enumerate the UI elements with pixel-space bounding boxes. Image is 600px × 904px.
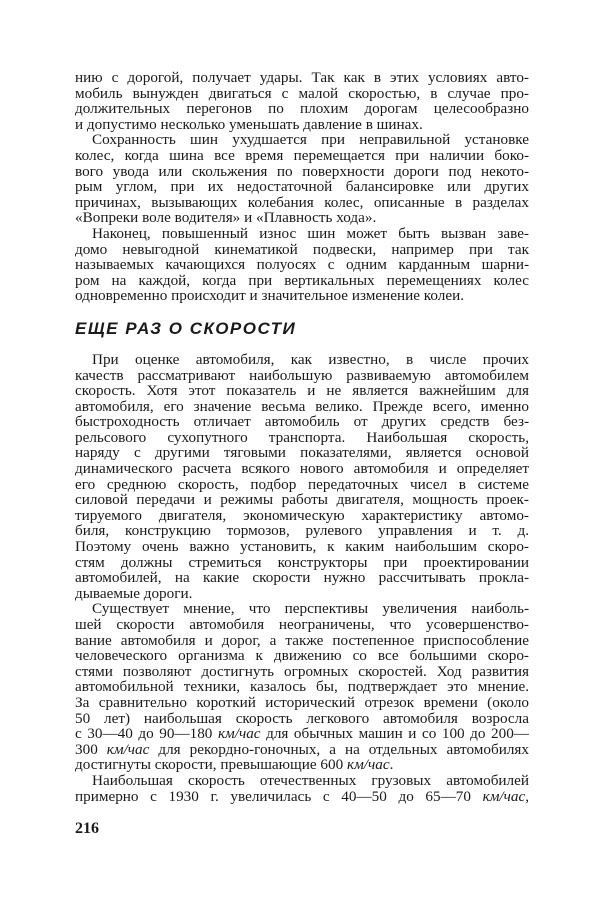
text-line (75, 117, 529, 133)
text-line (75, 86, 529, 102)
text-segment: качеств рассматривают наибольшую развиваемую автомобилем (75, 366, 529, 384)
text-segment: домо невыгодной кинематикой подвески, например при так (75, 240, 529, 258)
text-line (75, 430, 529, 446)
text-line (75, 695, 529, 711)
text-segment: 300 (75, 740, 107, 758)
text-line (75, 555, 529, 571)
unit-text: км/час (482, 787, 526, 805)
text-line (75, 288, 529, 304)
text-segment: мобиль вынужден двигаться с малой скоростью, в случае про- (75, 84, 529, 102)
paragraph (75, 352, 529, 602)
paragraph (75, 773, 529, 804)
text-line (75, 679, 529, 695)
text-segment: динамического расчета всякого нового автомобиля и определяет (75, 460, 529, 478)
paragraph (75, 226, 529, 304)
text-segment: рельсового сухопутного транспорта. Наибольшая скорость, (75, 428, 529, 446)
text-segment: дываемые дороги. (75, 584, 193, 602)
text-line (75, 492, 529, 508)
text-line (75, 648, 529, 664)
text-line (75, 101, 529, 117)
text-segment: . (389, 756, 394, 774)
page-body (75, 70, 529, 804)
text-segment: рым углом, при их недостаточной балансировке или других (75, 178, 529, 196)
text-segment: Существует мнение, что перспективы увеличения наиболь- (92, 600, 529, 618)
text-line (75, 711, 529, 727)
text-segment: вого увода или скольжения по поверхности дороги под некото- (75, 162, 529, 180)
text-line (75, 664, 529, 680)
text-segment: называемых качающихся полуосях с одним карданным шарни- (75, 256, 529, 274)
text-line (75, 508, 529, 524)
text-segment: биля, конструкцию тормозов, рулевого управления и т. д. (75, 522, 529, 540)
section-heading: ЕЩЕ РАЗ О СКОРОСТИ (75, 318, 297, 338)
text-line (75, 601, 529, 617)
text-line (75, 399, 529, 415)
text-segment: для рекордно-гоночных, а на отдельных автомобилях (149, 740, 530, 758)
paragraph (75, 601, 529, 773)
text-segment: За сравнительно короткий исторический отрезок времени (около (75, 693, 529, 711)
text-line (75, 633, 529, 649)
text-line (75, 742, 529, 758)
text-line (75, 70, 529, 86)
text-segment: с 30—40 до 90—180 (75, 725, 218, 743)
text-segment: стями позволяют достигнуть огромных скоростей. Ход развития (75, 662, 529, 680)
text-segment: причинах, вызывающих колебания колес, описанные в разделах (75, 193, 529, 211)
text-line (75, 445, 529, 461)
text-segment: автомобиля, его значение весьма велико. Прежде всего, именно (75, 397, 529, 415)
text-segment: силовой передачи и режимы работы двигателя, мощность проек- (75, 491, 529, 509)
text-line (75, 726, 529, 742)
text-line (75, 226, 529, 242)
text-segment: наряду с другими тяговыми показателями, является основой (75, 444, 529, 462)
unit-text: км/час (106, 740, 150, 758)
text-line (75, 257, 529, 273)
text-line (75, 210, 529, 226)
text-line (75, 368, 529, 384)
text-line (75, 586, 529, 602)
text-line (75, 179, 529, 195)
text-line (75, 352, 529, 368)
text-line (75, 477, 529, 493)
text-segment: Наконец, повышенный износ шин может быть вызван заве- (92, 224, 529, 242)
text-line (75, 773, 529, 789)
text-segment: Наибольшая скорость отечественных грузовых автомобилей (92, 771, 529, 789)
text-line (75, 148, 529, 164)
text-segment: его среднюю скорость, подбор передаточных чисел в системе (75, 475, 529, 493)
text-segment: примерно с 1930 г. увеличилась с 40—50 до 65—70 (75, 787, 483, 805)
text-line (75, 132, 529, 148)
unit-text: км/час (346, 756, 390, 774)
text-segment: , (525, 787, 529, 805)
text-line (75, 414, 529, 430)
text-segment: человеческого организма к движению со все большими скоро- (75, 647, 529, 665)
text-segment: и допустимо несколько уменьшать давление в шинах. (75, 115, 423, 133)
text-segment: должительных перегонов по плохим дорогам целесообразно (75, 100, 529, 118)
text-line (75, 242, 529, 258)
text-line (75, 789, 529, 805)
text-segment: для обычных машин и со 100 до 200— (260, 725, 529, 743)
text-line (75, 757, 529, 773)
text-segment: При оценке автомобиля, как известно, в числе прочих (92, 350, 529, 368)
text-segment: одновременно происходит и значительное изменение колеи. (75, 287, 464, 305)
text-line (75, 195, 529, 211)
text-line (75, 617, 529, 633)
text-segment: автомобилей, на какие скорости нужно рассчитывать прокла- (75, 569, 529, 587)
paragraph (75, 70, 529, 132)
text-segment: «Вопреки воле водителя» и «Плавность хода». (75, 209, 377, 227)
text-line (75, 539, 529, 555)
text-line (75, 383, 529, 399)
text-segment: колес, когда шина все время перемещается при наличии боко- (75, 146, 529, 164)
unit-text: км/час (217, 725, 261, 743)
page-number: 216 (75, 820, 99, 837)
text-segment: вание автомобиля и дорог, а также постепенное приспособление (75, 631, 529, 649)
text-segment: скорость. Хотя этот показатель и не является важнейшим для (75, 382, 529, 400)
text-line (75, 164, 529, 180)
text-segment: быстроходность отличает автомобиль от других средств без- (75, 413, 529, 431)
text-segment: тируемого двигателя, экономическую характеристику автомо- (75, 506, 529, 524)
text-segment: автомобильной техники, казалось бы, подтверждает это мнение. (75, 678, 529, 696)
text-line (75, 461, 529, 477)
text-segment: Поэтому очень важно установить, к каким наибольшим скоро- (75, 538, 529, 556)
text-segment: нию с дорогой, получает удары. Так как в этих условиях авто- (75, 69, 529, 86)
text-segment: Сохранность шин ухудшается при неправильной установке (92, 131, 529, 149)
text-segment: ром на каждой, когда при вертикальных перемещениях колес (75, 271, 529, 289)
text-segment: достигнуты скорости, превышающие 600 (75, 756, 347, 774)
text-segment: стям должны стремиться конструкторы при проектировании (75, 553, 529, 571)
text-line (75, 570, 529, 586)
paragraph (75, 132, 529, 226)
text-segment: 50 лет) наибольшая скорость легкового автомобиля возросла (75, 709, 529, 727)
text-line (75, 273, 529, 289)
text-line (75, 523, 529, 539)
text-segment: шей скорости автомобиля неограничены, что усовершенство- (75, 616, 529, 633)
